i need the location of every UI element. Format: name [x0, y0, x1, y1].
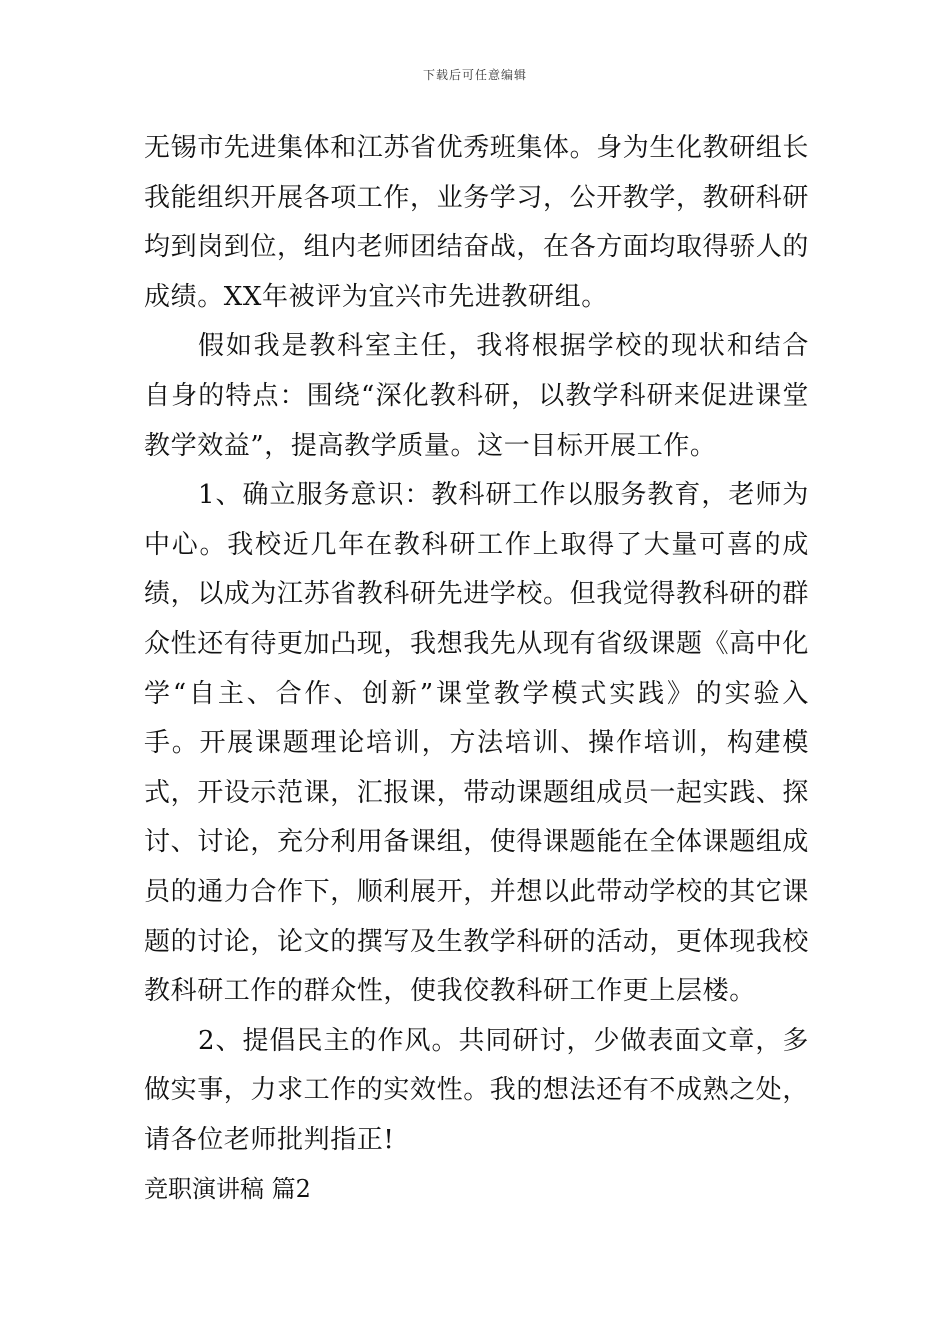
document-body: [144, 124, 809, 1215]
page-header-note: 下载后可任意编辑: [422, 68, 527, 82]
paragraph-4: 2、提倡民主的作风。共同研讨，少做表面文章，多做实事，力求工作的实效性。我的想法还有不成熟之处，请各位老师批判指正!: [144, 1025, 810, 1155]
paragraph-2: 假如我是教科室主任，我将根据学校的现状和结合自身的特点：围绕“深化教科研，以教学科研来促进课堂教学效益”，提高教学质量。这一目标开展工作。: [144, 331, 809, 461]
paragraph-3: 1、确立服务意识：教科研工作以服务教育，老师为中心。我校近几年在教科研工作上取得了大量可喜的成绩，以成为江苏省教科研先进学校。但我觉得教科研的群众性还有待更加凸现，我想我先从现有省级课题《高中化学“自主、合作、创新”课堂教学模式实践》的实验入手。开展课题理论培训，方法培训、操作培训，构建模式，开设示范课，汇报课，带动课题组成员一起实践、探讨、讨论，充分利用备课组，使得课题能在全体课题组成员的通力合作下，顺利展开，并想以此带动学校的其它课题的讨论，论文的撰写及生教学科研的活动，更体现我校教科研工作的群众性，使我佼教科研工作更上层楼。: [144, 480, 810, 1007]
paragraph-1: 无锡市先进集体和江苏省优秀班集体。身为生化教研组长我能组织开展各项工作，业务学习，公开教学，教研科研均到岗到位，组内老师团结奋战，在各方面均取得骄人的成绩。XX年被评为宜兴市先进教研组。: [144, 133, 810, 312]
section-title: 竞职演讲稿 篇2: [144, 1175, 311, 1204]
